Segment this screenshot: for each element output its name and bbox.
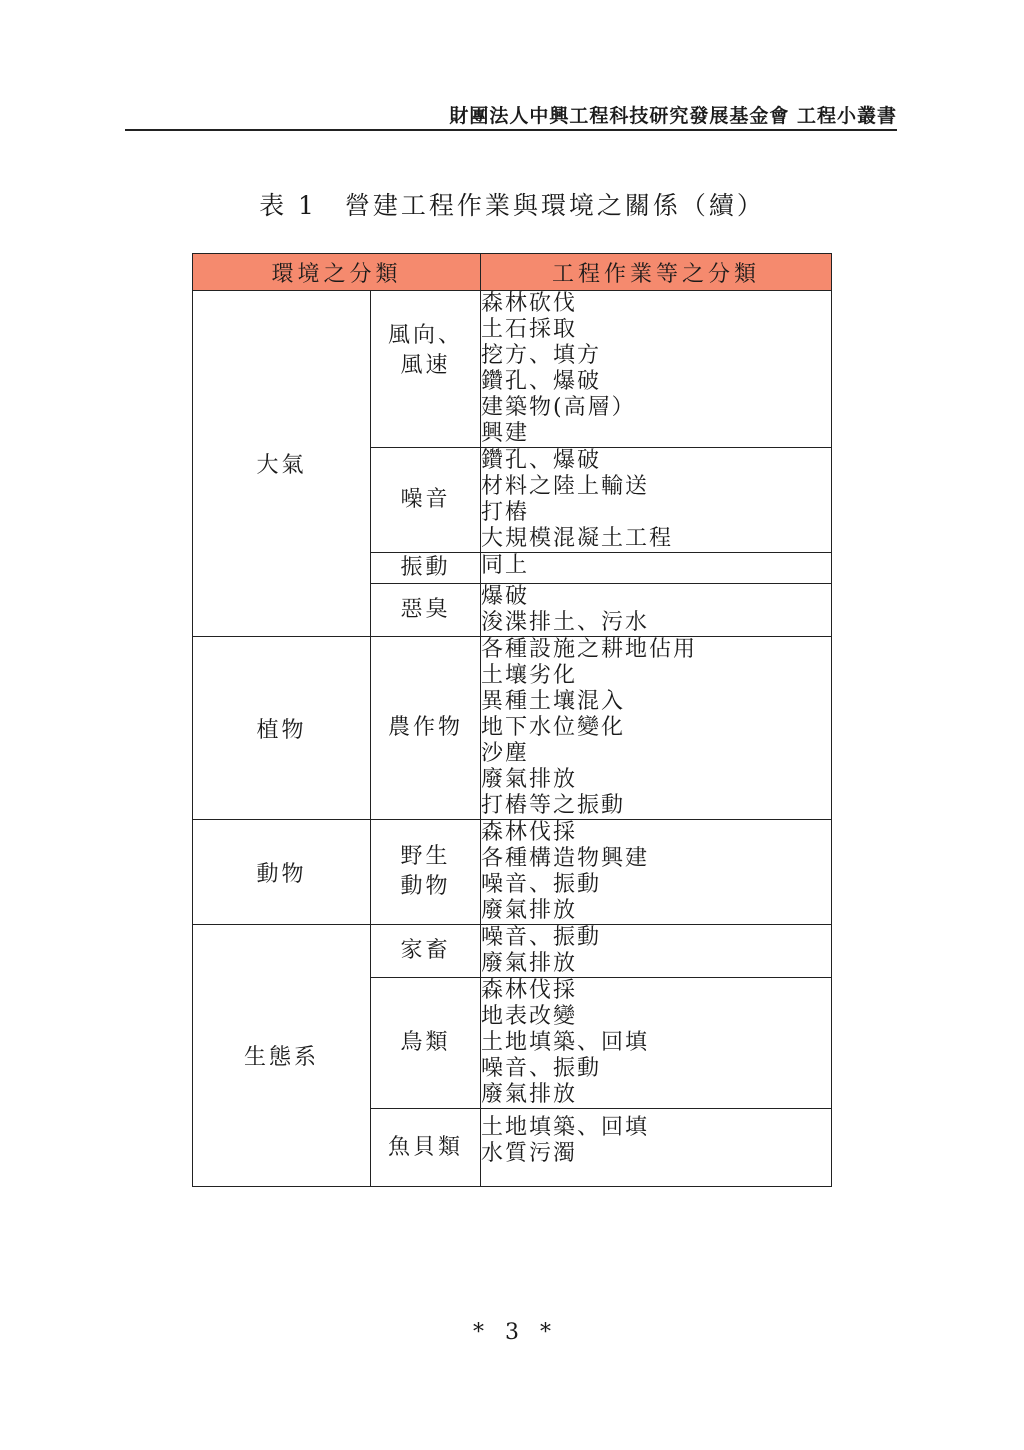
page-number: * 3 * — [473, 1320, 551, 1345]
table-row — [193, 637, 832, 820]
header-operation-class: 工程作業等之分類 — [481, 254, 832, 291]
table-row — [193, 925, 832, 978]
subcategory-cell: 振動 — [371, 553, 481, 584]
category-cell: 大氣 — [193, 291, 371, 637]
subcategory-cell: 魚貝類 — [371, 1109, 481, 1187]
operations-cell: 鑽孔、爆破 材料之陸上輸送 打樁 大規模混凝土工程 — [481, 448, 832, 553]
operations-cell: 同上 — [481, 553, 832, 584]
operations-cell: 森林砍伐 土石採取 挖方、填方 鑽孔、爆破 建築物(高層） 興建 — [481, 291, 832, 448]
subcategory-cell: 野生 動物 — [371, 820, 481, 925]
subcategory-cell: 惡臭 — [371, 584, 481, 637]
subcategory-cell: 噪音 — [371, 448, 481, 553]
operations-cell: 噪音、振動 廢氣排放 — [481, 925, 832, 978]
operations-cell: 土地填築、回填 水質污濁 — [481, 1109, 832, 1187]
operations-cell: 各種設施之耕地佔用 土壤劣化 異種土壤混入 地下水位變化 沙塵 廢氣排放 打樁等之振動 — [481, 637, 832, 820]
table-title: 營建工程作業與環境之關係（續） — [344, 191, 765, 220]
category-cell: 植物 — [193, 637, 371, 820]
category-cell: 生態系 — [193, 925, 371, 1187]
header-environment-class: 環境之分類 — [193, 254, 481, 291]
table-caption — [0, 186, 1024, 222]
operations-cell: 森林伐採 地表改變 土地填築、回填 噪音、振動 廢氣排放 — [481, 978, 832, 1109]
operations-cell: 森林伐採 各種構造物興建 噪音、振動 廢氣排放 — [481, 820, 832, 925]
table-row — [193, 820, 832, 925]
operations-cell: 爆破 浚渫排土、污水 — [481, 584, 832, 637]
table-number: 表 1 — [259, 191, 317, 220]
running-header: 財團法人中興工程科技研究發展基金會 工程小叢書 — [125, 105, 897, 131]
relationship-table — [192, 253, 832, 1187]
category-cell: 動物 — [193, 820, 371, 925]
subcategory-cell: 風向、 風速 — [371, 291, 481, 448]
subcategory-cell: 家畜 — [371, 925, 481, 978]
subcategory-cell: 農作物 — [371, 637, 481, 820]
table-header-row — [193, 254, 832, 291]
table-row — [193, 291, 832, 448]
subcategory-cell: 鳥類 — [371, 978, 481, 1109]
